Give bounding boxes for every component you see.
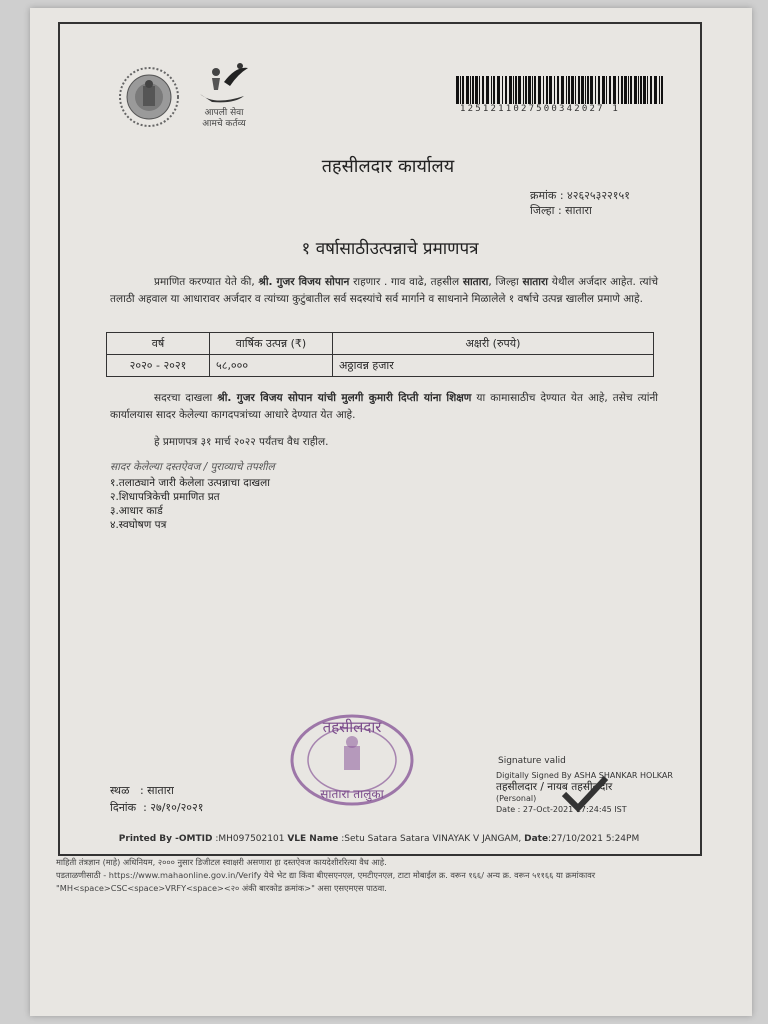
purpose-rest: या कामासाठीच देण्यात येत आहे, तसेच त्यांनी कार्यालयास सादर केलेल्या कागदपत्रांच्या आधारे देण्यात येत आहे. [110,392,659,421]
signer-role: तहसीलदार / नायब तहसीलदार [496,781,613,793]
purpose-word: शिक्षण [446,392,472,404]
vle-label: VLE Name [287,834,339,844]
printed-by-id: :MH097502101 [215,834,285,844]
print-date-value: :27/10/2021 5:24PM [548,834,640,844]
barcode-icon [456,76,666,104]
place-date-block [110,782,203,816]
income-table [106,332,654,377]
list-item: १.तलाठ्याने जारी केलेला उत्पन्नाचा दाखला [110,477,270,489]
signed-by: Digitally Signed By ASHA SHANKAR HOLKAR [496,771,673,780]
intro-paragraph [110,274,658,308]
maharashtra-emblem-icon [114,66,184,128]
office-title: तहसीलदार कार्यालय [321,156,455,177]
col-words: अक्षरी (रुपये) [333,333,654,355]
tehsildar-stamp-icon [288,712,416,808]
applicant-name: श्री. गुजर विजय सोपान [258,276,350,288]
col-year: वर्ष [107,333,210,355]
print-date-label: Date [524,834,549,844]
purpose-lead: सदरचा दाखला [154,392,213,404]
printed-by-label: Printed By -OMTID [118,834,213,844]
intro-address: राहणार . गाव वाढे, तहसील [353,276,460,288]
serial-number: क्रमांक : ४२६२५३२२१५१ [530,189,630,202]
intro-tehsil: सातारा [462,276,489,288]
logo-tagline: आपली सेवा आमचे कर्तव्य [202,108,246,129]
vle-value: :Setu Satara Satara VINAYAK V JANGAM, [341,834,522,844]
district-label: जिल्हा : सातारा [530,204,592,217]
table-row [107,355,654,377]
checkmark-icon [560,774,610,814]
cell-income: ५८,००० [210,355,333,377]
col-income: वार्षिक उत्पन्न (₹) [210,333,333,355]
footer-line: पडताळणीसाठी - https://www.mahaonline.gov.in/Verify येथे भेट द्या किंवा बीएसएनएल, एमटीएनएल, टाटा मोबाईल क्र. वरून १६६/ अन्य क्र. वरून ५११६६ या क्रमांकावर [56,870,596,880]
documents-heading: सादर केलेल्या दस्तऐवज / पुराव्याचे तपशील [110,461,275,473]
stamp-bottom-text: सातारा तालुका [320,787,384,801]
footer-line: "MH<space>CSC<space>VRFY<space><२० अंकी बारकोड क्रमांक>" असा एसएमएस पाठवा. [56,883,387,893]
list-item: ३.आधार कार्ड [110,505,163,517]
list-item: ४.स्वघोषण पत्र [110,519,167,531]
signature-valid: Signature valid [498,756,566,766]
stamp-top-text: तहसीलदार [322,718,382,736]
purpose-paragraph [110,390,658,424]
footer-line: माहिती तंत्रज्ञान (माहे) अधिनियम, २००० नुसार डिजीटल स्वाक्षरी असणारा हा दस्तऐवज कायदेशीररित्या वैध आहे. [56,857,387,867]
signer-personal: (Personal) [496,794,537,803]
intro-district-label: , जिल्हा [488,276,519,288]
printed-by-bar [60,834,698,844]
signature-date: Date : 27-Oct-2021 17:24:45 IST [496,805,627,814]
purpose-person: श्री. गुजर विजय सोपान यांची मुलगी कुमारी दिप्ती यांना [217,392,442,404]
aapli-seva-logo-icon [194,60,254,108]
certificate-title: १ वर्षासाठीउत्पन्नाचे प्रमाणपत्र [301,239,479,259]
intro-lead: प्रमाणित करण्यात येते की, [154,276,255,288]
intro-district: सातारा [522,276,549,288]
documents-list [110,476,270,532]
intro-rest: येथील अर्जदार आहेत. त्यांचे तलाठी अहवाल या आधारावर अर्जदार व त्यांच्या कुटुंबातील सर्व सदस्यांचे सर्व मार्गाने व साधनाने मिळालेले १ वर्षाचे उत्पन्न खालील प्रमाणे आहे. [110,276,659,305]
validity-text: हे प्रमाणपत्र ३१ मार्च २०२२ पर्यंतच वैध राहील. [154,436,329,448]
place-line: स्थळ : सातारा [110,784,174,797]
cell-year: २०२० - २०२१ [107,355,210,377]
cell-words: अठ्ठावन्न हजार [333,355,654,377]
table-header-row [107,333,654,355]
date-line: दिनांक : २७/१०/२०२१ [110,801,204,814]
list-item: २.शिधापत्रिकेची प्रमाणित प्रत [110,491,220,503]
barcode-number: 1251211027500342027 1 [460,104,620,114]
